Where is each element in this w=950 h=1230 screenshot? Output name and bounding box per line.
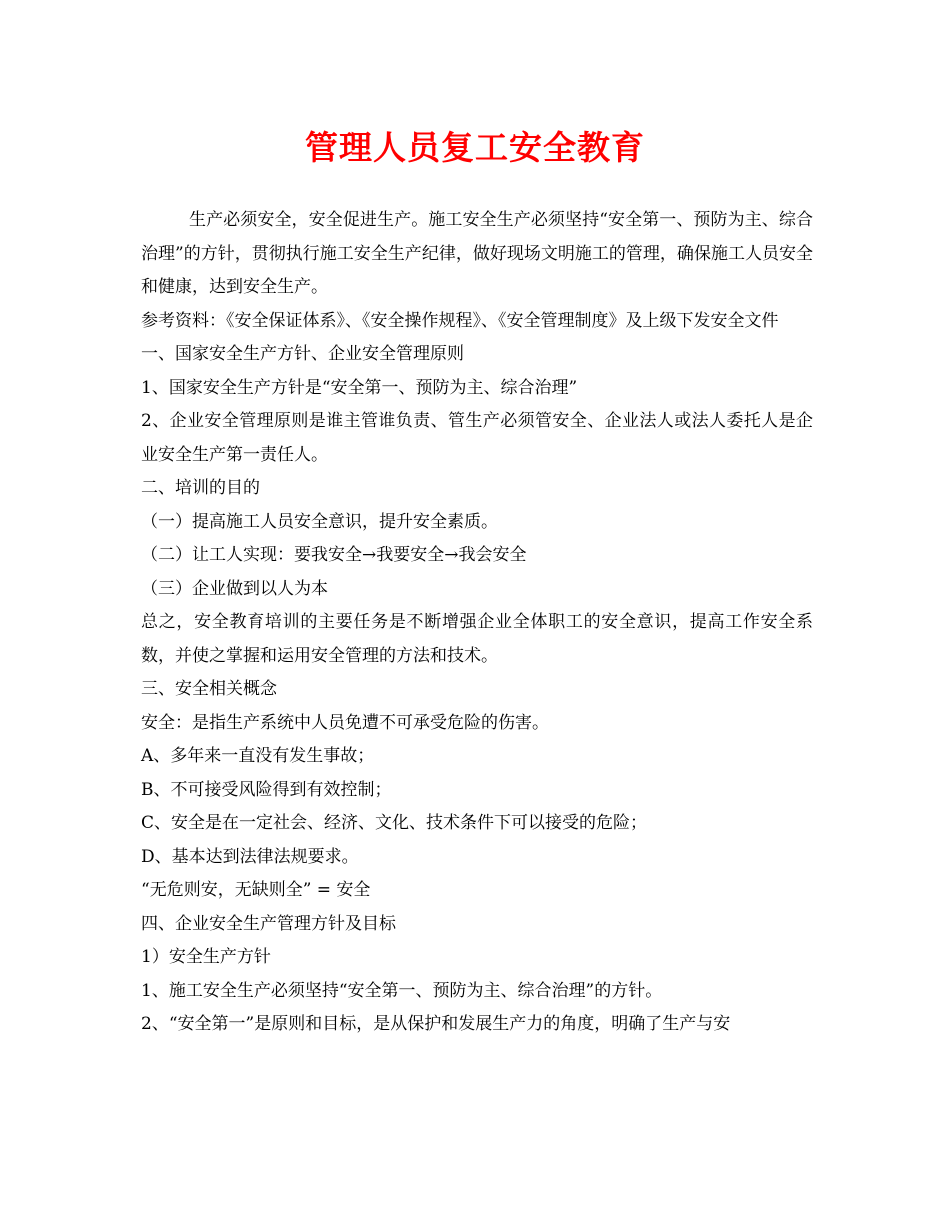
section-heading-1: 一、国家安全生产方针、企业安全管理原则 xyxy=(141,344,464,364)
intro-paragraph: 生产必须安全，安全促进生产。施工安全生产必须坚持“安全第一、预防为主、综合治理”的方针，贯彻执行施工安全生产纪律，做好现场文明施工的管理，确保施工人员安全和健康，达到安全生产。 xyxy=(141,210,813,297)
references-paragraph: 参考资料：《安全保证体系》、《安全操作规程》、《安全管理制度》及上级下发安全文件 xyxy=(141,310,779,331)
definition-paragraph: 安全：是指生产系统中人员免遭不可承受危险的伤害。 xyxy=(141,712,549,733)
list-item: C、安全是在一定社会、经济、文化、技术条件下可以接受的危险； xyxy=(141,813,648,833)
summary-paragraph: 总之，安全教育培训的主要任务是不断增强企业全体职工的安全意识，提高工作安全系数，并使之掌握和运用安全管理的方法和技术。 xyxy=(141,612,813,666)
paragraph: 2、企业安全管理原则是谁主管谁负责、管生产必须管安全、企业法人或法人委托人是企业安全生产第一责任人。 xyxy=(141,411,813,465)
paragraph: 2、“安全第一”是原则和目标，是从保护和发展生产力的角度，明确了生产与安 xyxy=(141,1014,731,1034)
list-item: （二）让工人实现：要我安全→我要安全→我会安全 xyxy=(141,545,527,565)
subsection-heading: 1）安全生产方针 xyxy=(141,947,271,967)
paragraph: 1、国家安全生产方针是“安全第一、预防为主、综合治理” xyxy=(141,377,578,398)
document-body xyxy=(141,204,813,1042)
paragraph: “无危则安，无缺则全” = 安全 xyxy=(141,880,371,900)
document-title: 管理人员复工安全教育 xyxy=(305,128,645,167)
list-item: B、不可接受风险得到有效控制； xyxy=(141,779,392,800)
list-item: （三）企业做到以人为本 xyxy=(141,578,328,599)
list-item: D、基本达到法律法规要求。 xyxy=(141,846,359,867)
section-heading-3: 三、安全相关概念 xyxy=(141,679,277,699)
section-heading-2: 二、培训的目的 xyxy=(141,478,260,498)
list-item: A、多年来一直没有发生事故； xyxy=(141,746,375,766)
list-item: （一）提高施工人员安全意识，提升安全素质。 xyxy=(141,511,498,532)
section-heading-4: 四、企业安全生产管理方针及目标 xyxy=(141,913,396,934)
paragraph: 1、施工安全生产必须坚持“安全第一、预防为主、综合治理”的方针。 xyxy=(141,980,663,1001)
